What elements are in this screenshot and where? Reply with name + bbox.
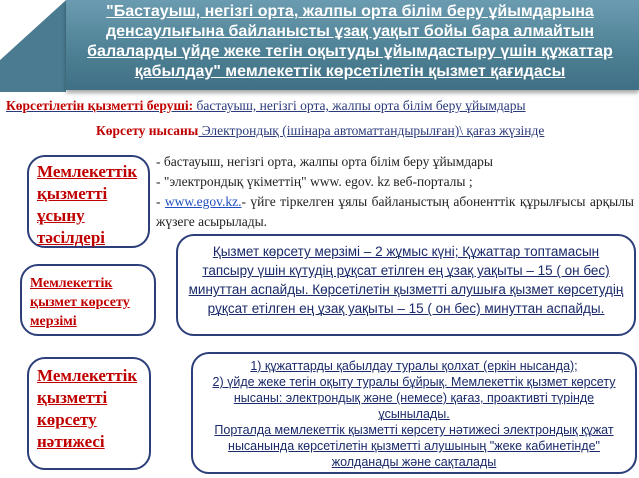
methods-label: Мемлекеттік қызметті ұсыну тәсілдері (27, 155, 150, 248)
header-fold-decoration (0, 0, 66, 92)
methods-item-prefix: - (156, 194, 165, 209)
service-time-text: Қызмет көрсету мерзімі – 2 жұмыс күні; Құжаттар топтамасын тапсыру үшін күтудің рұқсат етілген ең ұзақ уақыты – 15 ( он бес) минуттан аспайды. Көрсетілетін қызметті алушыға қызмет көрсетудің рұқсат етілген ең ұзақ уақыты – 15 ( он бес) минуттан аспайды. (188, 244, 624, 316)
methods-list (156, 152, 634, 232)
methods-item: - бастауыш, негізгі орта, жалпы орта білім беру ұйымдары (156, 154, 493, 169)
result-item-3: Порталда мемлекеттік қызметті көрсету нәтижесі электрондық құжат нысанында көрсетілетін қызметті алушының "жеке кабинетінде" жолданады және сақталады (214, 423, 614, 469)
methods-item: - "электрондық үкіметтің" www. egov. kz веб-порталы ; (156, 174, 473, 189)
result-label: Мемлекеттік қызметті көрсету нәтижесі (27, 357, 151, 470)
form-value: Электрондық (ішінара автоматтандырылған) (198, 123, 460, 138)
provider-value: бастауыш, негізгі орта, жалпы орта білім беру ұйымдары (193, 98, 526, 113)
form-suffix: \ қағаз жүзінде (459, 123, 545, 138)
form-line (96, 123, 636, 139)
egov-link[interactable]: www.egov.kz. (164, 194, 242, 209)
methods-item-rest: - үйге тіркелген ұялы байланыстың абоненттік құрылғысы арқылы жүзеге асырылады. (156, 194, 635, 229)
methods-item (156, 192, 634, 232)
provider-label: Көрсетілетін қызметті беруші: (6, 98, 194, 113)
service-result-box (191, 352, 637, 474)
result-item-2: 2) үйде жеке тегін оқыту туралы бұйрық. Мемлекеттік қызмет көрсету нысаны: электрондық және (немесе) қағаз, проактивті түрінде ұсынылады. (212, 375, 616, 421)
page-title: "Бастауыш, негізгі орта, жалпы орта білім беру ұйымдарына денсаулығына байланысты ұзақ уақыт бойы бара алмайтын балаларды үйде жеке тегін оқытуды ұйымдастыру үшін құжаттар қабылдау" мемлекеттік көрсетілетін қызмет қағидасы (87, 3, 613, 80)
result-item-1: 1) құжаттарды қабылдау туралы қолхат (еркін нысанда); (250, 359, 578, 373)
provider-line (6, 98, 636, 114)
form-label: Көрсету нысаны (96, 123, 199, 138)
time-label: Мемлекеттік қызмет көрсету мерзімі (20, 264, 156, 336)
service-time-box (176, 234, 636, 336)
